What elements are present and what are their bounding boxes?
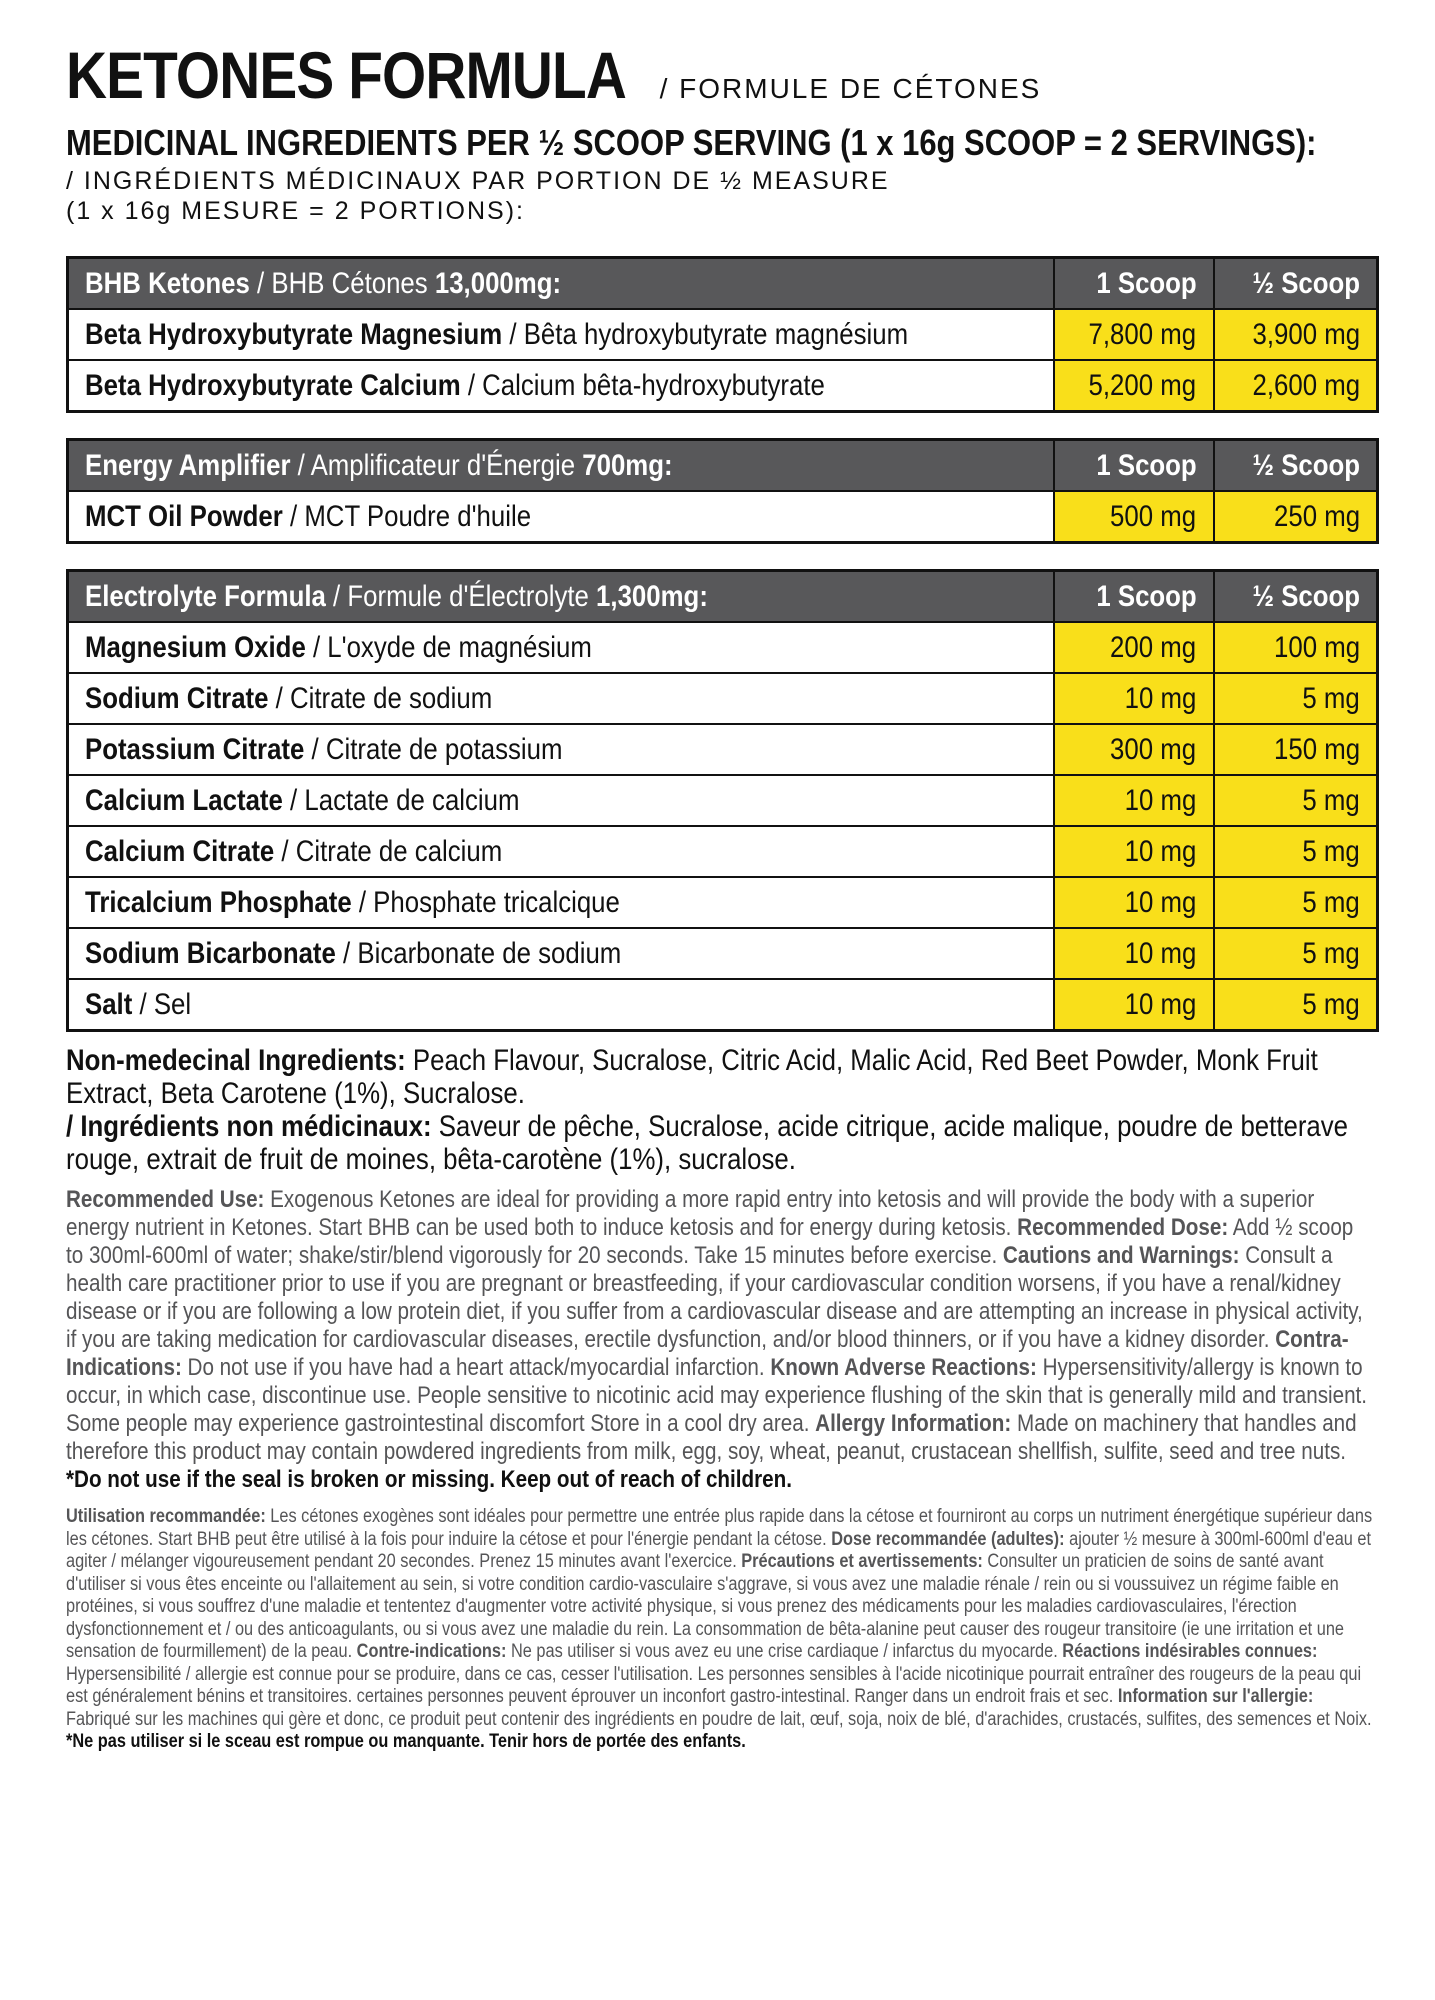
value-half-scoop: [1214, 979, 1378, 1031]
value-1-scoop: [1054, 826, 1214, 877]
group-name-french: / BHB Cétones: [249, 266, 435, 300]
value-1-scoop: [1054, 673, 1214, 724]
value-text: 200 mg: [1110, 630, 1197, 664]
value-text: 5 mg: [1302, 681, 1360, 715]
table-row: [68, 622, 1378, 673]
ingredient-name: [68, 826, 1054, 877]
section-label: Cautions and Warnings:: [1002, 1242, 1240, 1269]
recommended-use-french: [66, 1506, 1376, 1754]
section-text: Hypersensitivity/allergy is known to occur, in which case, discontinue use. People sensitive to nicotinic acid may experience flushing of the skin that is generally mild and transient. Some people may experience gastrointestinal discomfort Store in a cool dry area.: [66, 1354, 1368, 1437]
page-title: KETONES FORMULA: [66, 38, 626, 112]
ingredient-name-english: Calcium Lactate: [85, 783, 283, 817]
ingredient-name-french: / Citrate de potassium: [304, 732, 563, 766]
value-1-scoop: [1054, 979, 1214, 1031]
section-text: Exogenous Ketones are ideal for providing a more rapid entry into ketosis and will provide the body with a superior energy nutrient in Ketones. Start BHB can be used both to induce ketosis and for energy during ketosis.: [66, 1186, 1315, 1241]
group-heading: [68, 571, 1054, 623]
section-text: ajouter ½ mesure à 300ml-600ml d'eau et agiter / mélanger vigoureusement pendant 20 secondes. Prenez 15 minutes avant l'exercice.: [66, 1528, 1372, 1572]
group-total: 1,300mg:: [596, 579, 708, 613]
value-text: 5 mg: [1302, 885, 1360, 919]
table-row: [68, 775, 1378, 826]
section-label: Précautions et avertissements:: [741, 1551, 983, 1572]
ingredient-name-french: / Calcium bêta-hydroxybutyrate: [460, 368, 825, 402]
ingredient-name: [68, 309, 1054, 360]
ingredient-name-english: MCT Oil Powder: [85, 499, 283, 533]
group-total: 700mg:: [582, 448, 673, 482]
column-header-1-scoop: [1054, 571, 1214, 623]
ingredient-name: [68, 979, 1054, 1031]
column-header-label: 1 Scoop: [1096, 579, 1197, 613]
value-half-scoop: [1214, 309, 1378, 360]
non-medicinal-label: Non-medecinal Ingredients:: [66, 1044, 406, 1077]
value-half-scoop: [1214, 491, 1378, 543]
ingredient-name-french: / Lactate de calcium: [282, 783, 520, 817]
label-content: [66, 38, 1376, 1754]
ingredient-name-french: / Bêta hydroxybutyrate magnésium: [502, 317, 909, 351]
column-header-label: 1 Scoop: [1096, 448, 1197, 482]
warning-text-french: *Ne pas utiliser si le sceau est rompue ou manquante. Tenir hors de portée des enfants.: [66, 1731, 746, 1752]
section-label: Known Adverse Reactions:: [770, 1354, 1037, 1381]
non-medicinal-french: [66, 1110, 1376, 1176]
ingredient-name-french: / Bicarbonate de sodium: [335, 936, 622, 970]
table-header-row: [68, 258, 1378, 310]
value-half-scoop: [1214, 826, 1378, 877]
ingredient-name-english: Magnesium Oxide: [85, 630, 306, 664]
value-half-scoop: [1214, 622, 1378, 673]
value-half-scoop: [1214, 724, 1378, 775]
value-text: 10 mg: [1124, 936, 1197, 970]
ingredient-name-french: / Citrate de sodium: [268, 681, 493, 715]
section-text: Les cétones exogènes sont idéales pour permettre une entrée plus rapide dans la cétose et fourniront au corps un nutriment énergétique supérieur dans les cétones. Start BHB peut être utilisé à la fois pour induire la cétose et pour l'énergie pendant la cétose.: [66, 1506, 1373, 1550]
column-header-label: ½ Scoop: [1252, 448, 1360, 482]
value-text: 500 mg: [1110, 499, 1197, 533]
serving-subtitle-french: [66, 166, 1376, 226]
column-header-half-scoop: [1214, 258, 1378, 310]
value-text: 5 mg: [1302, 987, 1360, 1021]
table-row: [68, 724, 1378, 775]
ingredient-name-french: / Citrate de calcium: [274, 834, 503, 868]
recommended-use-french-text-block: [66, 1506, 1376, 1754]
serving-subtitle-french-line-2: (1 x 16g MESURE = 2 PORTIONS):: [66, 197, 525, 225]
value-half-scoop: [1214, 673, 1378, 724]
electrolyte-formula-table: [66, 569, 1379, 1032]
section-text: Made on machinery that handles and therefore this product may contain powdered ingredients from milk, egg, soy, wheat, peanut, crustacean shellfish, sulfite, seed and tree nuts.: [66, 1410, 1357, 1465]
value-half-scoop: [1214, 360, 1378, 412]
bhb-ketones-table: [66, 256, 1379, 413]
ingredient-name-english: Beta Hydroxybutyrate Calcium: [85, 368, 461, 402]
section-text: Do not use if you have had a heart attack/myocardial infarction.: [181, 1354, 771, 1381]
value-text: 300 mg: [1110, 732, 1197, 766]
table-row: [68, 309, 1378, 360]
ingredient-name-english: Sodium Citrate: [85, 681, 269, 715]
section-label: Recommended Use:: [66, 1186, 265, 1213]
value-text: 5 mg: [1302, 834, 1360, 868]
section-text: Consult a health care practitioner prior to use if you are pregnant or breastfeeding, if your cardiovascular condition worsens, if you have a renal/kidney disease or if you are following a low protein diet, if you suffer from a cardiovascular disease and are attempting an increase in physical activity, if you are taking medication for cardiovascular diseases, erectile dysfunction, and/or blood thinners, or if you have a kidney disorder.: [66, 1242, 1363, 1353]
value-text: 5 mg: [1302, 783, 1360, 817]
value-half-scoop: [1214, 928, 1378, 979]
value-text: 7,800 mg: [1088, 317, 1197, 351]
ingredient-name: [68, 724, 1054, 775]
value-1-scoop: [1054, 360, 1214, 412]
ingredient-name-english: Calcium Citrate: [85, 834, 275, 868]
value-1-scoop: [1054, 309, 1214, 360]
non-medicinal-ingredients: [66, 1044, 1376, 1176]
non-medicinal-list: Peach Flavour, Sucralose, Citric Acid, Malic Acid, Red Beet Powder, Monk Fruit Extract, Beta Carotene (1%), Sucralose.: [66, 1044, 1318, 1110]
table-row: [68, 826, 1378, 877]
value-1-scoop: [1054, 491, 1214, 543]
section-text: Consulter un praticien de soins de santé avant d'utiliser si vous êtes enceinte ou l'allaitement au sein, si votre condition cardio-vasculaire s'aggrave, si vous avez une maladie rénale / rein ou si voussuivez un régime faible en protéines, si vous souffrez d'une maladie et tententez d'augmenter votre activité physique, si vous prenez des médicaments pour les maladies cardiovasculaires, l'érection dysfonctionnement et / ou des anticoagulants, ou si vous avez une maladie du rein. La consommation de bêta-alanine peut causer des rougeur transitoire (ie une irritation et une sensation de fourmillement) de la peau.: [66, 1551, 1345, 1662]
ingredient-name-english: Tricalcium Phosphate: [85, 885, 352, 919]
section-label: Recommended Dose:: [1017, 1214, 1229, 1241]
group-name-french: / Formule d'Électrolyte: [325, 579, 597, 613]
section-label: Utilisation recommandée:: [66, 1506, 266, 1527]
ingredient-name: [68, 775, 1054, 826]
table-row: [68, 360, 1378, 412]
column-header-half-scoop: [1214, 440, 1378, 492]
energy-amplifier-table: [66, 438, 1379, 544]
value-text: 10 mg: [1124, 987, 1197, 1021]
value-1-scoop: [1054, 724, 1214, 775]
section-label: Réactions indésirables connues:: [1062, 1641, 1318, 1662]
ingredient-name: [68, 673, 1054, 724]
non-medicinal-label-french: / Ingrédients non médicinaux:: [66, 1110, 432, 1143]
value-1-scoop: [1054, 877, 1214, 928]
section-text: Add ½ scoop to 300ml-600ml of water; shake/stir/blend vigorously for 20 seconds. Take 15 minutes before exercise.: [66, 1214, 1354, 1269]
section-label: Contre-indications:: [356, 1641, 507, 1662]
serving-subtitle: MEDICINAL INGREDIENTS PER ½ SCOOP SERVING (1 x 16g SCOOP = 2 SERVINGS):: [66, 122, 1317, 163]
value-text: 10 mg: [1124, 885, 1197, 919]
ingredient-name: [68, 928, 1054, 979]
page-title-french: / FORMULE DE CÉTONES: [659, 73, 1042, 104]
value-text: 5,200 mg: [1088, 368, 1197, 402]
column-header-1-scoop: [1054, 258, 1214, 310]
value-half-scoop: [1214, 877, 1378, 928]
value-text: 10 mg: [1124, 783, 1197, 817]
column-header-label: ½ Scoop: [1252, 266, 1360, 300]
group-name: Energy Amplifier: [85, 448, 291, 482]
table-row: [68, 673, 1378, 724]
section-text: Hypersensibilité / allergie est connue pour se produire, dans ce cas, cesser l'utilisation. Les personnes sensibles à l'acide nicotinique pourrait entraîner des rougeurs de la peau qui est généralement bénins et transitoires. certaines personnes peuvent éprouver un inconfort gastro-intestinal. Ranger dans un endroit frais et sec.: [66, 1663, 1362, 1707]
group-name: Electrolyte Formula: [85, 579, 326, 613]
table-row: [68, 877, 1378, 928]
section-label: Contra-Indications:: [66, 1326, 1349, 1381]
column-header-label: 1 Scoop: [1096, 266, 1197, 300]
ingredient-name: [68, 877, 1054, 928]
title-row: [66, 38, 1376, 112]
table-header-row: [68, 440, 1378, 492]
value-1-scoop: [1054, 928, 1214, 979]
group-heading: [68, 440, 1054, 492]
value-half-scoop: [1214, 775, 1378, 826]
column-header-half-scoop: [1214, 571, 1378, 623]
section-label: Dose recommandée (adultes):: [831, 1528, 1065, 1550]
section-text: Fabriqué sur les machines qui gère et donc, ce produit peut contenir des ingrédients en poudre de lait, œuf, soja, noix de blé, d'arachides, crustacés, sulfites, des semences et Noix.: [66, 1708, 1372, 1730]
section-label: Information sur l'allergie:: [1117, 1686, 1314, 1707]
section-text: Ne pas utiliser si vous avez eu une crise cardiaque / infarctus du myocarde.: [506, 1641, 1063, 1662]
value-text: 2,600 mg: [1252, 368, 1360, 402]
ingredient-name-french: / Sel: [132, 987, 192, 1021]
group-name: BHB Ketones: [85, 266, 250, 300]
ingredient-name-french: / MCT Poudre d'huile: [282, 499, 532, 533]
ingredient-name-english: Potassium Citrate: [85, 732, 305, 766]
value-1-scoop: [1054, 622, 1214, 673]
ingredient-name-french: / L'oxyde de magnésium: [305, 630, 592, 664]
value-text: 3,900 mg: [1252, 317, 1360, 351]
value-text: 250 mg: [1273, 499, 1360, 533]
value-text: 100 mg: [1273, 630, 1360, 664]
ingredient-name-english: Sodium Bicarbonate: [85, 936, 336, 970]
group-name-french: / Amplificateur d'Énergie: [290, 448, 583, 482]
table-header-row: [68, 571, 1378, 623]
column-header-label: ½ Scoop: [1252, 579, 1360, 613]
warning-text: *Do not use if the seal is broken or missing. Keep out of reach of children.: [66, 1466, 792, 1493]
table-row: [68, 979, 1378, 1031]
value-text: 10 mg: [1124, 834, 1197, 868]
ingredient-name: [68, 491, 1054, 543]
ingredient-name-english: Salt: [85, 987, 133, 1021]
ingredient-name: [68, 622, 1054, 673]
serving-subtitle-french-line-1: / INGRÉDIENTS MÉDICINAUX PAR PORTION DE ½ MEASURE: [66, 167, 890, 195]
recommended-use-english: [66, 1186, 1376, 1494]
column-header-1-scoop: [1054, 440, 1214, 492]
value-text: 5 mg: [1302, 936, 1360, 970]
value-text: 10 mg: [1124, 681, 1197, 715]
non-medicinal-text-block: [66, 1044, 1376, 1176]
ingredient-name-french: / Phosphate tricalcique: [351, 885, 620, 919]
ingredient-name: [68, 360, 1054, 412]
ingredient-name-english: Beta Hydroxybutyrate Magnesium: [85, 317, 503, 351]
non-medicinal-list-french: Saveur de pêche, Sucralose, acide citrique, acide malique, poudre de betterave rouge, extrait de fruit de moines, bêta-carotène (1%), sucralose.: [66, 1110, 1349, 1176]
non-medicinal-english: [66, 1044, 1376, 1110]
table-row: [68, 928, 1378, 979]
group-total: 13,000mg:: [434, 266, 562, 300]
recommended-use-text-block: [66, 1186, 1376, 1494]
group-heading: [68, 258, 1054, 310]
value-text: 150 mg: [1273, 732, 1360, 766]
table-row: [68, 491, 1378, 543]
section-label: Allergy Information:: [815, 1410, 1012, 1437]
value-1-scoop: [1054, 775, 1214, 826]
